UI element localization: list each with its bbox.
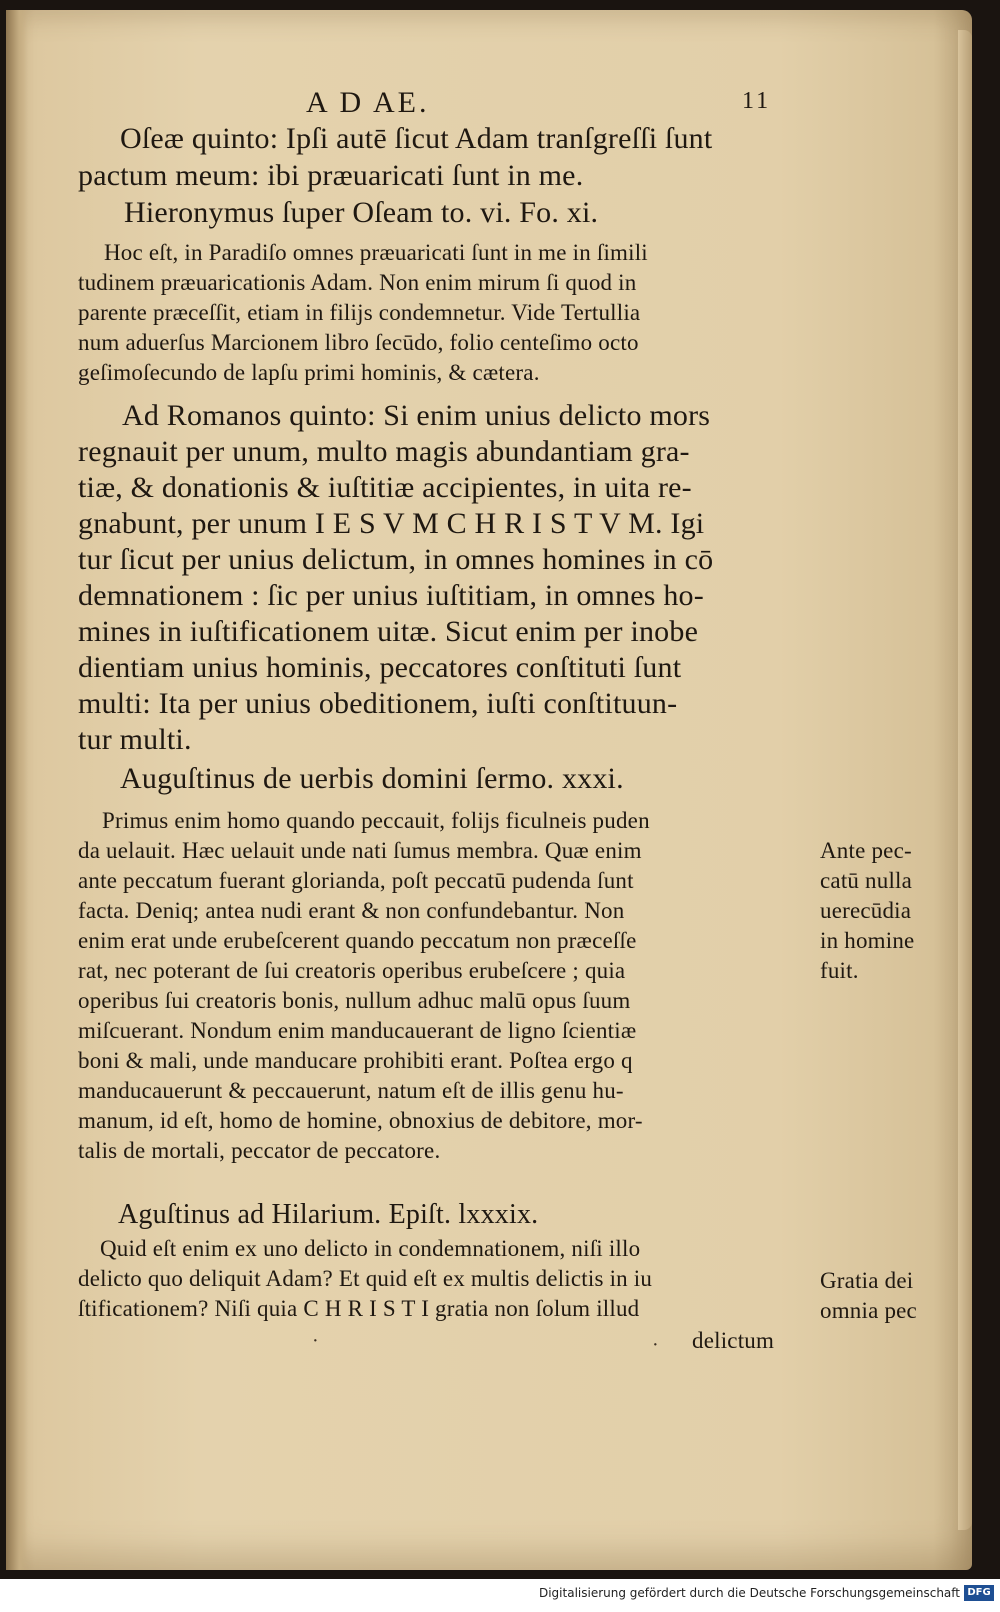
text-line: pactum meum: ibi præuaricati ſunt in me. xyxy=(78,159,584,192)
text-line: mines in iuſtificationem uitæ. Sicut enim per inobe xyxy=(78,615,699,648)
digitization-footer xyxy=(0,1579,1000,1612)
marginal-note-1 xyxy=(820,836,914,986)
ink-speck: · xyxy=(312,1330,319,1352)
margin-line: fuit. xyxy=(820,958,859,983)
text-line: delicto quo deliquit Adam? Et quid eſt ex multis delictis in iu xyxy=(78,1266,653,1291)
text-line: tiæ, & donationis & iuſtitiæ accipientes, in uita re- xyxy=(78,471,692,504)
text-line: rat, nec poterant de ſui creatoris operibus erubeſcere ; quia xyxy=(78,958,626,983)
margin-line: Gratia dei xyxy=(820,1268,914,1293)
text-line: ſtificationem? Niſi quia C H R I S T I gratia non ſolum illud xyxy=(78,1296,640,1321)
text-line: demnationem : ſic per unius iuſtitiam, in omnes ho- xyxy=(78,579,704,612)
dfg-logo-icon: DFG xyxy=(964,1585,994,1601)
text-line: tur multi. xyxy=(78,723,192,756)
folio-number: 11 xyxy=(742,88,772,114)
text-line: da uelauit. Hæc uelauit unde nati ſumus membra. Quæ enim xyxy=(78,838,642,863)
text-line: tudinem præuaricationis Adam. Non enim mirum ſi quod in xyxy=(78,270,637,295)
text-line: Primus enim homo quando peccauit, folijs ficulneis puden xyxy=(102,808,650,833)
margin-line: catū nulla xyxy=(820,868,913,893)
heading-hieronymus: Hieronymus ſuper Oſeam to. vi. Fo. xi. xyxy=(124,196,599,229)
margin-line: uerecūdia xyxy=(820,898,912,923)
text-block-romanos xyxy=(78,398,714,758)
text-line: manducauerunt & peccauerunt, natum eſt de illis genu hu- xyxy=(78,1078,624,1103)
text-line: facta. Deniq; antea nudi erant & non confundebantur. Non xyxy=(78,898,625,923)
text-line: Oſeæ quinto: Ipſi autē ſicut Adam tranſgreſſi ſunt xyxy=(120,122,713,155)
text-line: dientiam unius hominis, peccatores conſtituti ſunt xyxy=(78,651,682,684)
text-line: Ad Romanos quinto: Si enim unius delicto mors xyxy=(122,399,711,432)
text-line: num aduerſus Marcionem libro ſecūdo, folio centeſimo octo xyxy=(78,330,639,355)
text-line: parente præceſſit, etiam in filijs condemnetur. Vide Tertullia xyxy=(78,300,641,325)
running-header: A D AE. xyxy=(306,86,430,119)
text-line: tur ſicut per unius delictum, in omnes homines in cō xyxy=(78,543,714,576)
margin-line: in homine xyxy=(820,928,915,953)
text-line: multi: Ita per unius obeditionem, iuſti conſtituun- xyxy=(78,687,678,720)
margin-line: omnia pec xyxy=(820,1298,917,1323)
text-block-augustinus xyxy=(78,806,650,1166)
heading-augustinus: Auguſtinus de uerbis domini ſermo. xxxi. xyxy=(120,762,624,795)
marginal-note-2 xyxy=(820,1266,917,1326)
text-line: miſcuerant. Nondum enim manducauerant de ligno ſcientiæ xyxy=(78,1018,637,1043)
text-block-hilarium xyxy=(78,1234,653,1324)
text-line: operibus ſui creatoris bonis, nullum adhuc malū opus ſuum xyxy=(78,988,631,1013)
heading-augustinus-hilarium: Aguſtinus ad Hilarium. Epiſt. lxxxix. xyxy=(118,1199,539,1230)
page-edge xyxy=(958,30,972,1530)
page-binding-shadow xyxy=(6,10,28,1570)
text-line: Hoc eſt, in Paradiſo omnes præuaricati ſunt in me in ſimili xyxy=(104,240,648,265)
text-line: talis de mortali, peccator de peccatore. xyxy=(78,1138,441,1163)
text-line: Quid eſt enim ex uno delicto in condemnationem, niſi illo xyxy=(100,1236,641,1261)
ink-speck: · xyxy=(652,1334,659,1356)
text-line: manum, id eſt, homo de homine, obnoxius de debitore, mor- xyxy=(78,1108,643,1133)
text-block-osee xyxy=(78,120,713,194)
text-line: gnabunt, per unum I E S V M C H R I S T V M. Igi xyxy=(78,507,705,540)
text-line: boni & mali, unde manducare prohibiti erant. Poſtea ergo q xyxy=(78,1048,633,1073)
text-line: geſimoſecundo de lapſu primi hominis, & cætera. xyxy=(78,360,540,385)
text-block-hieronymus xyxy=(78,238,648,388)
text-line: regnauit per unum, multo magis abundantiam gra- xyxy=(78,435,690,468)
catchword: delictum xyxy=(692,1328,775,1353)
funding-credit: Digitalisierung gefördert durch die Deutsche Forschungsgemeinschaft xyxy=(538,1586,960,1600)
text-line: enim erat unde erubeſcerent quando peccatum non præceſſe xyxy=(78,928,637,953)
margin-line: Ante pec- xyxy=(820,838,912,863)
text-line: ante peccatum fuerant glorianda, poſt peccatū pudenda ſunt xyxy=(78,868,634,893)
